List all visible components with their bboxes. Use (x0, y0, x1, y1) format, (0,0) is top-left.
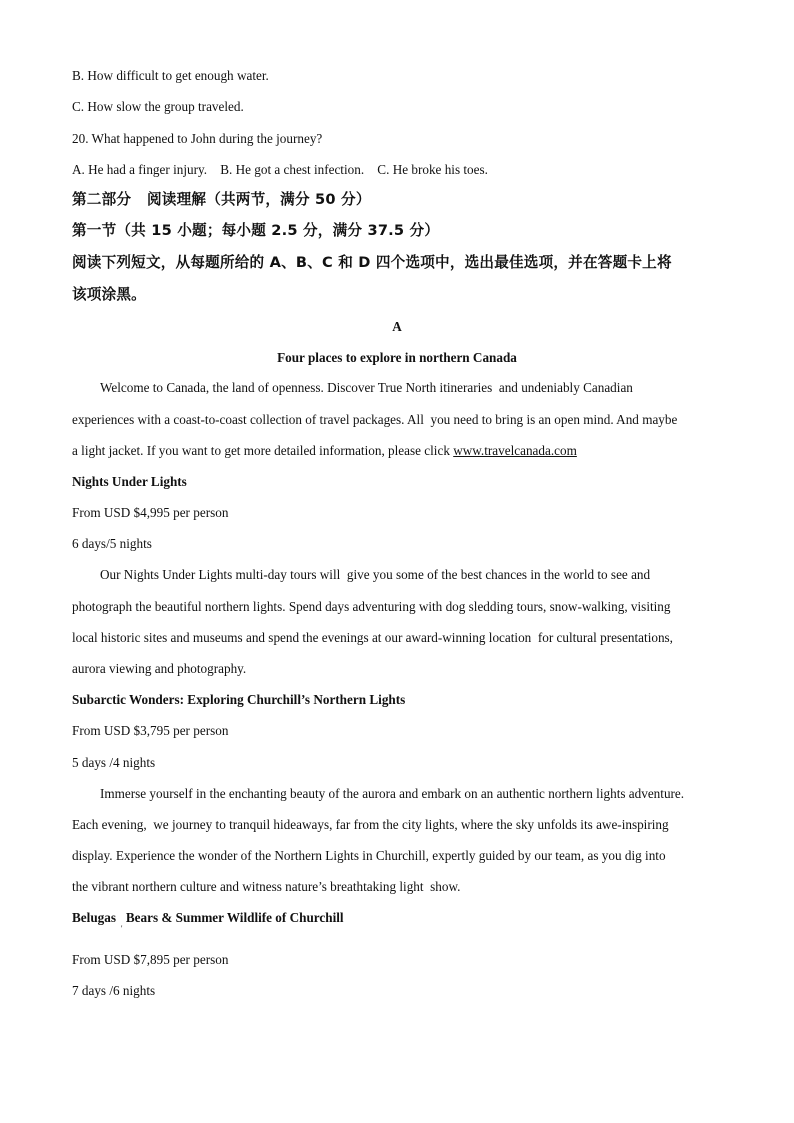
tour-2-desc-line-4: the vibrant northern culture and witness nature’s breathtaking light show. (72, 879, 461, 894)
q20-options: A. He had a finger injury. B. He got a chest infection. C. He broke his toes. (72, 162, 488, 177)
tour-2-desc-line-1: Immerse yourself in the enchanting beauty of the aurora and embark on an authentic northern lights adventure. (100, 786, 685, 801)
tour-1-desc-line-4: aurora viewing and photography. (72, 661, 247, 676)
tour-1-desc-line-3: local historic sites and museums and spend the evenings at our award-winning location for cultural presentations, (72, 630, 673, 645)
stray-mark: ' (121, 924, 123, 933)
part2-heading: 第二部分 阅读理解（共两节，满分 50 分） (72, 191, 371, 208)
passage-letter: A (392, 319, 402, 334)
instruction-line-1: 阅读下列短文，从每题所给的 A、B、C 和 D 四个选项中，选出最佳选项，并在答题卡上将 (72, 254, 672, 271)
tour-1-desc-line-2: photograph the beautiful northern lights. Spend days adventuring with dog sledding tours, snow-walking, visiting (72, 599, 671, 614)
tour-3-duration: 7 days /6 nights (72, 983, 156, 998)
section1-heading: 第一节（共 15 小题；每小题 2.5 分，满分 37.5 分） (72, 222, 440, 239)
tour-1-desc-line-1: Our Nights Under Lights multi-day tours will give you some of the best chances in the world to see and (100, 567, 651, 582)
tour-1-price: From USD $4,995 per person (72, 505, 229, 520)
instruction-line-2: 该项涂黑。 (72, 286, 146, 303)
tour-2-name: Subarctic Wonders: Exploring Churchill’s Northern Lights (72, 692, 406, 707)
travelcanada-link[interactable]: www.travelcanada.com (453, 443, 577, 458)
tour-3-name: Belugas Bears & Summer Wildlife of Churchill (72, 910, 344, 925)
tour-2-desc-line-2: Each evening, we journey to tranquil hideaways, far from the city lights, where the sky unfolds its awe-inspiring (72, 817, 669, 832)
intro-line-1: Welcome to Canada, the land of openness. Discover True North itineraries and undeniably Canadian (100, 380, 633, 395)
tour-2-price: From USD $3,795 per person (72, 723, 229, 738)
tour-3-price: From USD $7,895 per person (72, 952, 229, 967)
intro-line-3 (72, 443, 577, 459)
tour-1-duration: 6 days/5 nights (72, 536, 152, 551)
intro-line-2: experiences with a coast-to-coast collection of travel packages. All you need to bring is an open mind. And maybe (72, 412, 678, 427)
intro-line-3-text: a light jacket. If you want to get more detailed information, please click (72, 443, 454, 458)
q20-stem: 20. What happened to John during the journey? (72, 131, 323, 146)
tour-2-desc-line-3: display. Experience the wonder of the Northern Lights in Churchill, expertly guided by our team, as you dig into (72, 848, 666, 863)
q19-option-c: C. How slow the group traveled. (72, 99, 244, 114)
tour-2-duration: 5 days /4 nights (72, 755, 156, 770)
passage-title: Four places to explore in northern Canada (277, 350, 517, 365)
tour-1-name: Nights Under Lights (72, 474, 187, 489)
q19-option-b: B. How difficult to get enough water. (72, 68, 269, 83)
